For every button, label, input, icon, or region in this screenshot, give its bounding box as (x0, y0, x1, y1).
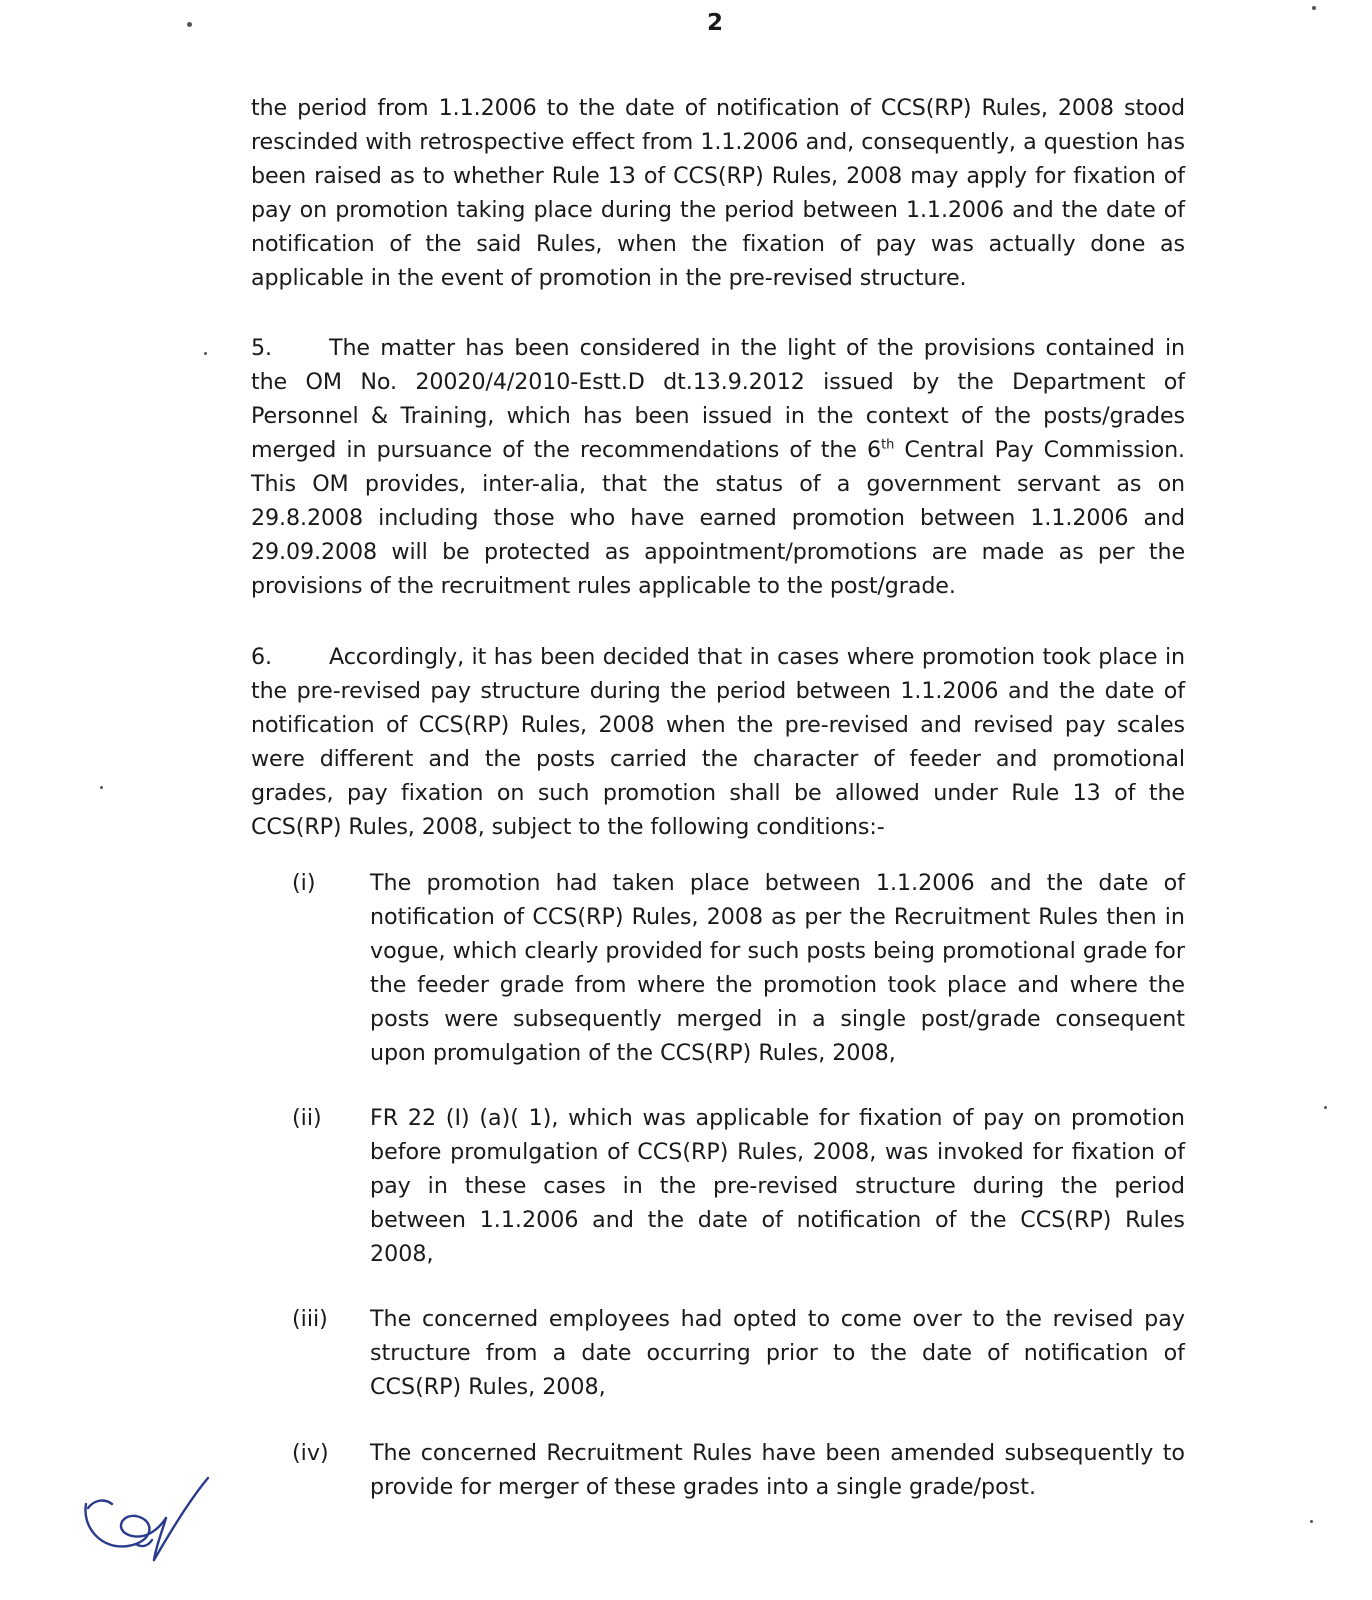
condition-item (292, 1436, 1185, 1504)
condition-text: The concerned Recruitment Rules have been amended subsequently to provide for merger of these grades into a single grade/post. (370, 1440, 1185, 1500)
condition-item (292, 1101, 1185, 1271)
condition-text: The concerned employees had opted to come over to the revised pay structure from a date occurring prior to the date of notification of CCS(RP) Rules, 2008, (370, 1306, 1185, 1400)
condition-item (292, 1302, 1185, 1404)
scan-speck (1324, 1106, 1327, 1109)
paragraph-5-text-continued: Central Pay Commission. This OM provides, inter-alia, that the status of a government servant as on 29.8.2008 including those who have earned promotion between 1.1.2006 and 29.09.2008 will be protected as appointment/promotions are made as per the provisions of the recruitment rules applicable to the post/grade. (251, 437, 1185, 599)
scan-speck (1310, 1520, 1313, 1523)
condition-text: The promotion had taken place between 1.1.2006 and the date of notification of CCS(RP) Rules, 2008 as per the Recruitment Rules then in vogue, which clearly provided for such posts being promotional grade for the feeder grade from where the promotion took place and where the posts were subsequently merged in a single post/grade consequent upon promulgation of the CCS(RP) Rules, 2008, (370, 870, 1185, 1066)
condition-number: (iv) (292, 1440, 329, 1466)
paragraph-6-text: Accordingly, it has been decided that in cases where promotion took place in the pre-revised pay structure during the period between 1.1.2006 and the date of notification of CCS(RP) Rules, 2008 when the pre-revised and revised pay scales were different and the posts carried the character of feeder and promotional grades, pay fixation on such promotion shall be allowed under Rule 13 of the CCS(RP) Rules, 2008, subject to the following conditions:- (251, 644, 1185, 840)
condition-text: FR 22 (I) (a)( 1), which was applicable for fixation of pay on promotion before promulgation of CCS(RP) Rules, 2008, was invoked for fixation of pay in these cases in the pre-revised structure during the period between 1.1.2006 and the date of notification of the CCS(RP) Rules 2008, (370, 1105, 1185, 1267)
condition-item (292, 866, 1185, 1070)
paragraph-5-number: 5. (251, 335, 272, 361)
paragraph-continuation: the period from 1.1.2006 to the date of notification of CCS(RP) Rules, 2008 stood rescinded with retrospective effect from 1.1.2006 and, consequently, a question has been raised as to whether Rule 13 of CCS(RP) Rules, 2008 may apply for fixation of pay on promotion taking place during the period between 1.1.2006 and the date of notification of the said Rules, when the fixation of pay was actually done as applicable in the event of promotion in the pre-revised structure. (251, 95, 1185, 291)
paragraph-5-text: The matter has been considered in the light of the provisions contained in the OM No. 20020/4/2010-Estt.D dt.13.9.2012 issued by the Department of Personnel & Training, which has been issued in the context of the posts/grades merged in pursuance of the recommendations of the 6 (251, 335, 1185, 463)
paragraph-6-number: 6. (251, 644, 272, 670)
condition-number: (i) (292, 870, 316, 896)
page-number: 2 (706, 10, 723, 36)
handwritten-signature (76, 1474, 216, 1564)
condition-number: (iii) (292, 1306, 328, 1332)
scan-speck (204, 352, 207, 355)
scan-speck (100, 786, 103, 789)
scan-speck (187, 22, 192, 27)
paragraph-6 (251, 640, 1185, 844)
condition-number: (ii) (292, 1105, 322, 1131)
scan-speck (1312, 6, 1316, 10)
paragraph-5-superscript: th (881, 437, 895, 453)
paragraph-5 (251, 331, 1185, 603)
